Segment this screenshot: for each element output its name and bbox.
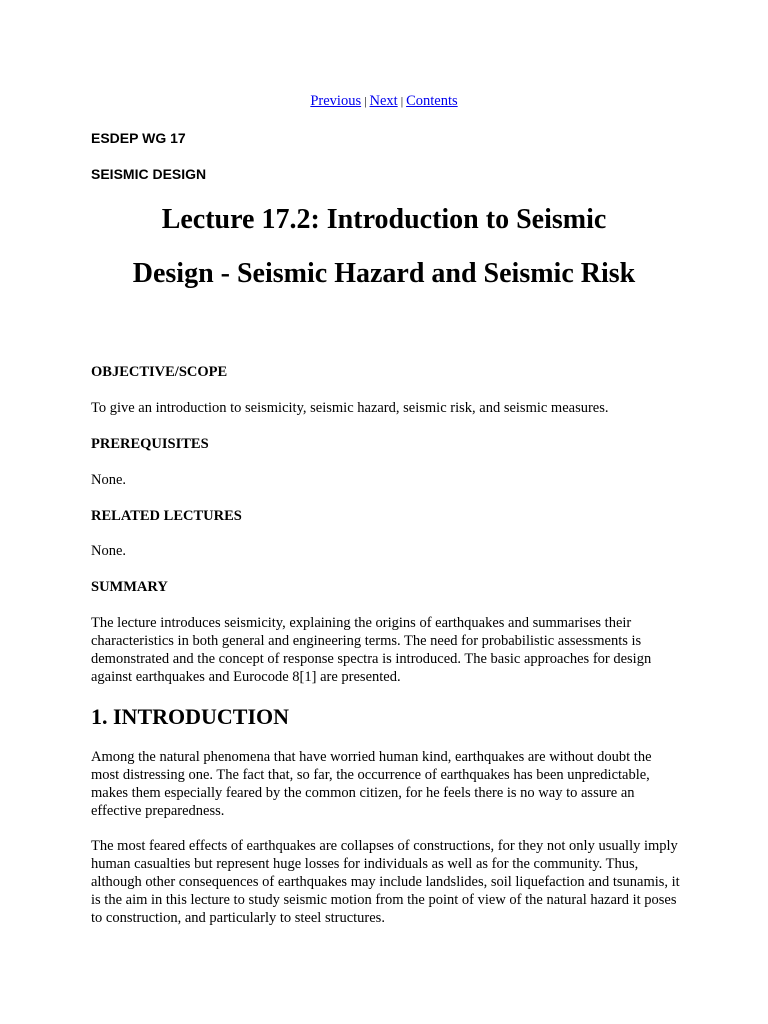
introduction-paragraph: The most feared effects of earthquakes are collapses of constructions, for they not only usually imply human casualties but represent huge losses for individuals as well as for the community. Thus, although other consequences of earthquakes may include landslides, soil liquefaction and tsunamis, it is the aim in this lecture to study seismic motion from the point of view of the natural hazard it poses to construction, and particularly to steel structures.: [91, 838, 680, 926]
working-group-label: ESDEP WG 17: [91, 130, 186, 146]
related-lectures-heading: RELATED LECTURES: [91, 508, 242, 524]
related-lectures-text: None.: [91, 543, 127, 559]
next-link[interactable]: Next: [369, 93, 398, 109]
page-navigation: [0, 91, 768, 111]
nav-separator: |: [364, 94, 367, 108]
lecture-title: Lecture 17.2: Introduction to Seismic Design - Seismic Hazard and Seismic Risk: [132, 204, 636, 289]
contents-link[interactable]: Contents: [406, 93, 458, 109]
prerequisites-text: None.: [91, 472, 127, 488]
section-label: SEISMIC DESIGN: [91, 166, 207, 182]
prerequisites-heading: PREREQUISITES: [91, 436, 209, 452]
summary-text: The lecture introduces seismicity, explaining the origins of earthquakes and summarises their characteristics in both general and engineering terms. The need for probabilistic assessments is demonstrated and the concept of response spectra is introduced. The basic approaches for design against earthquakes and Eurocode 8[1] are presented.: [91, 615, 652, 685]
previous-link[interactable]: Previous: [310, 93, 362, 109]
introduction-heading: 1. INTRODUCTION: [91, 704, 290, 729]
introduction-paragraph: Among the natural phenomena that have worried human kind, earthquakes are without doubt the most distressing one. The fact that, so far, the occurrence of earthquakes has been unpredictable, makes them especially feared by the common citizen, for he feels there is no way to assure an effective preparedness.: [91, 749, 652, 819]
objective-text: To give an introduction to seismicity, seismic hazard, seismic risk, and seismic measures.: [91, 400, 609, 416]
summary-heading: SUMMARY: [91, 579, 168, 595]
objective-heading: OBJECTIVE/SCOPE: [91, 364, 228, 380]
nav-separator: |: [400, 94, 404, 108]
